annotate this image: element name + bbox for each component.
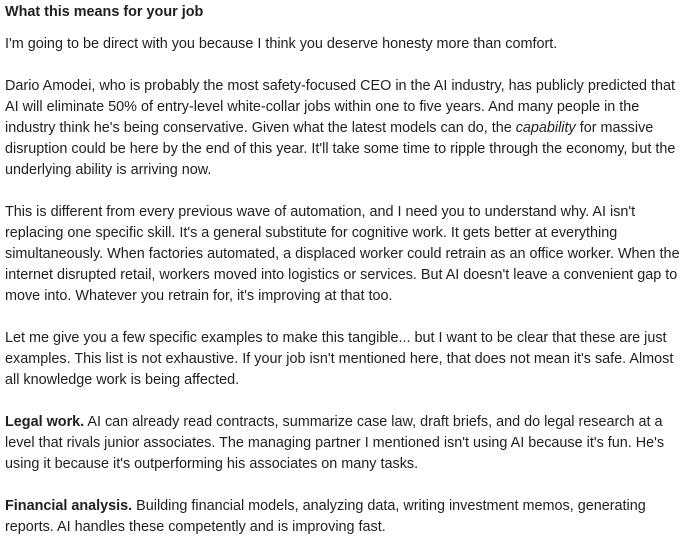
emphasis-capability: capability — [515, 120, 576, 136]
section-heading: What this means for your job — [5, 4, 204, 20]
paragraph-text: Building financial models, analyzing data, writing investment memos, generating reports. AI handles these competently and is improving fast. — [5, 498, 646, 535]
paragraph-intro: I'm going to be direct with you because I think you deserve honesty more than comfort. — [5, 36, 558, 52]
paragraph-text: for massive disruption could be here by the end of this year. It'll take some time to ripple through the economy, but the underlying ability is arriving now. — [5, 120, 676, 178]
paragraph-text: Dario Amodei, who is probably the most safety-focused CEO in the AI industry, has publicly predicted that AI will eliminate 50% of entry-level white-collar jobs within one to five years. And many people in the industry think he's being conservative. Given what the latest models can do, the — [5, 78, 676, 136]
paragraph-examples-intro: Let me give you a few specific examples to make this tangible... but I want to be clear that these are just examples. This list is not exhaustive. If your job isn't mentioned here, that does not mean it's safe. Almost all knowledge work is being affected. — [5, 330, 674, 388]
label-legal-work: Legal work. — [5, 414, 85, 430]
paragraph-financial-analysis — [5, 496, 680, 538]
paragraph-automation-difference: This is different from every previous wave of automation, and I need you to understand why. AI isn't replacing one specific skill. It's a general substitute for cognitive work. It gets better at everything simultaneously. When factories automated, a displaced worker could retrain as an office worker. When the internet disrupted retail, workers moved into logistics or services. But AI doesn't leave a convenient gap to move into. Whatever you retrain for, it's improving at that too. — [5, 204, 680, 304]
paragraph-amodei-prediction — [5, 76, 680, 181]
paragraph-legal-work — [5, 412, 680, 475]
label-financial-analysis: Financial analysis. — [5, 498, 133, 514]
paragraph-text: AI can already read contracts, summarize case law, draft briefs, and do legal research at a level that rivals junior associates. The managing partner I mentioned isn't using AI because it's fun. He's using it because it's outperforming his associates on many tasks. — [5, 414, 665, 472]
